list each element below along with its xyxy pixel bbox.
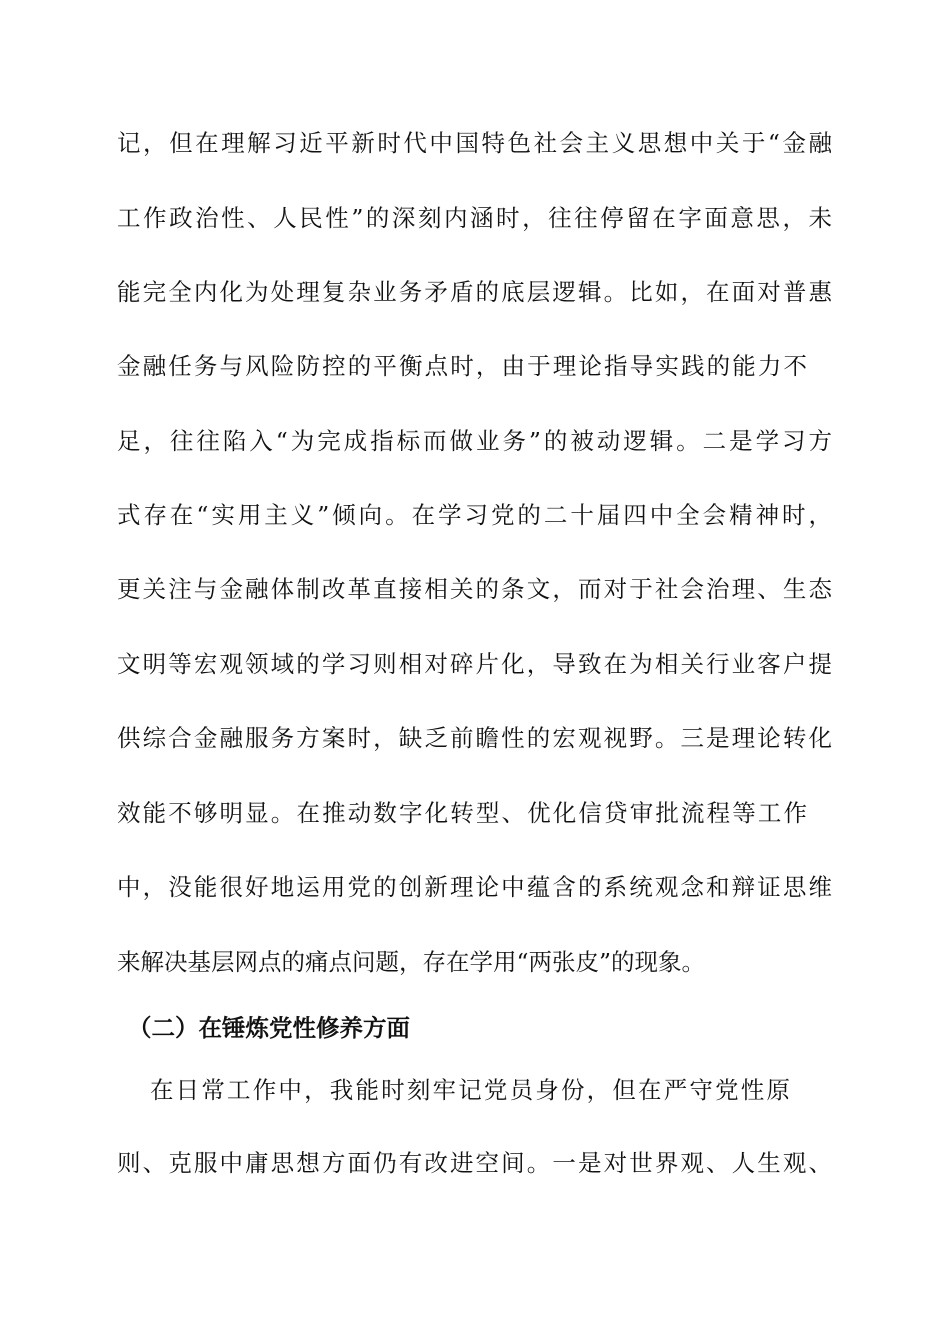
body-text-line: 更关注与金融体制改革直接相关的条文，而对于社会治理、生态 [117, 575, 832, 603]
body-text-line: 记，但在理解习近平新时代中国特色社会主义思想中关于“金融 [117, 129, 832, 157]
body-text-line: 来解决基层网点的痛点问题，存在学用“两张皮”的现象。 [117, 948, 706, 976]
body-text-line: 在日常工作中，我能时刻牢记党员身份，但在严守党性原 [150, 1076, 790, 1104]
body-text-line: 则、克服中庸思想方面仍有改进空间。一是对世界观、人生观、 [117, 1149, 832, 1177]
section-heading: （二）在锤炼党性修养方面 [128, 1014, 410, 1042]
body-text-line: 中，没能很好地运用党的创新理论中蕴含的系统观念和辩证思维 [117, 873, 832, 901]
body-text-line: 式存在“实用主义”倾向。在学习党的二十届四中全会精神时， [117, 501, 832, 529]
body-text-line: 文明等宏观领域的学习则相对碎片化，导致在为相关行业客户提 [117, 650, 832, 678]
body-text-line: 能完全内化为处理复杂业务矛盾的底层逻辑。比如，在面对普惠 [117, 278, 832, 306]
body-text-line: 金融任务与风险防控的平衡点时，由于理论指导实践的能力不 [117, 352, 807, 380]
body-text-line: 足，往往陷入“为完成指标而做业务”的被动逻辑。二是学习方 [117, 427, 832, 455]
body-text-line: 供综合金融服务方案时，缺乏前瞻性的宏观视野。三是理论转化 [117, 724, 832, 752]
body-text-line: 效能不够明显。在推动数字化转型、优化信贷审批流程等工作 [117, 799, 807, 827]
body-text-line: 工作政治性、人民性”的深刻内涵时，往往停留在字面意思，未 [117, 204, 832, 232]
